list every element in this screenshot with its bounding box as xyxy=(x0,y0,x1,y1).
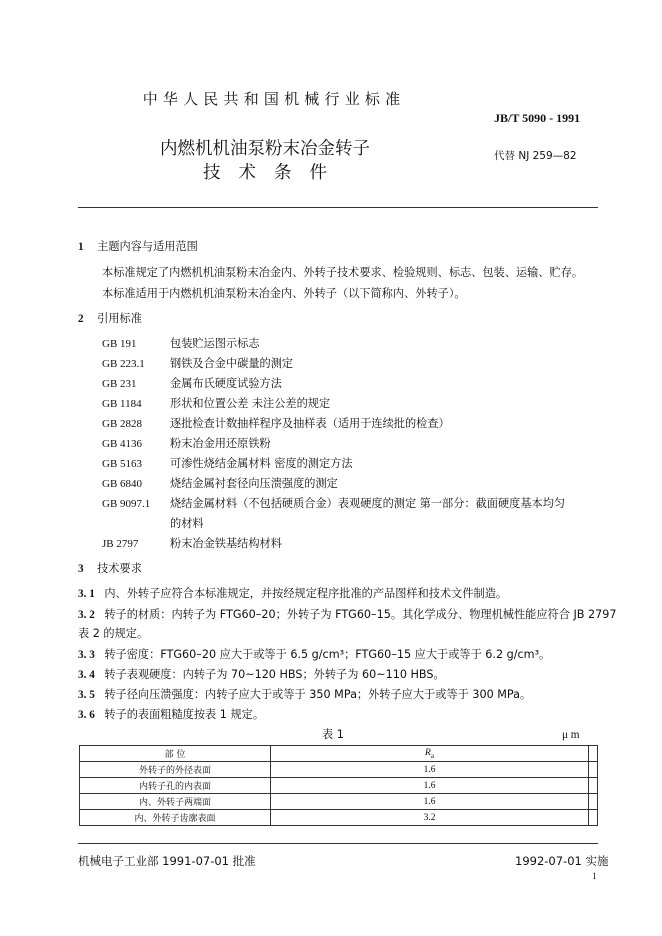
section-2-heading xyxy=(78,312,142,326)
clause-3-5 xyxy=(78,688,531,702)
clause-3-1 xyxy=(78,587,507,601)
clause-number: 3. 1 xyxy=(78,588,95,600)
table-spacer-cell xyxy=(589,778,598,794)
table-unit: μ m xyxy=(562,729,580,741)
ref-code: GB 2828 xyxy=(102,418,143,430)
ref-title: 烧结金属衬套径向压溃强度的测定 xyxy=(170,477,338,490)
document-subtitle: 技术条件 xyxy=(203,163,345,183)
table-cell-part: 外转子的外径表面 xyxy=(80,762,271,778)
table-header-row xyxy=(80,746,598,762)
page-number: 1 xyxy=(592,871,597,881)
section-3-title: 技术要求 xyxy=(97,562,142,575)
table-header-ra: $R_a$ xyxy=(271,746,589,762)
clause-number: 3. 3 xyxy=(78,649,95,661)
clause-number: 3. 5 xyxy=(78,689,95,701)
table-cell-part: 内、外转子齿廓表面 xyxy=(80,810,271,826)
section-2-number: 2 xyxy=(78,313,84,325)
ref-code: GB 4136 xyxy=(102,438,143,450)
ref-title: 可渗性烧结金属材料 密度的测定方法 xyxy=(170,457,353,470)
roughness-table xyxy=(79,745,598,826)
ref-title: 逐批检查计数抽样程序及抽样表（适用于连续批的检查） xyxy=(170,417,450,430)
section-3-number: 3 xyxy=(78,563,84,575)
section-1-title: 主题内容与适用范围 xyxy=(97,240,198,253)
clause-text: 转子的材质：内转子为 FTG60–20；外转子为 FTG60–15。其化学成分、物理机械性能应符合 JB 2797 xyxy=(104,608,617,621)
clause-3-4 xyxy=(78,668,445,682)
table-cell-ra: 1.6 xyxy=(271,762,589,778)
section-2-title: 引用标准 xyxy=(97,312,142,325)
ref-code: GB 6840 xyxy=(102,478,143,490)
implementation-date: 1992-07-01 实施 xyxy=(515,854,609,868)
clause-3-3 xyxy=(78,648,550,662)
ref-title: 金属布氏硬度试验方法 xyxy=(170,377,282,390)
ref-title: 形状和位置公差 未注公差的规定 xyxy=(170,397,331,410)
table-row xyxy=(80,778,598,794)
ref-code: GB 223.1 xyxy=(102,358,145,370)
clause-text: 转子表观硬度：内转子为 70~120 HBS；外转子为 60~110 HBS。 xyxy=(104,668,445,681)
ministry-standard-heading: 中华人民共和国机械行业标准 xyxy=(142,90,406,108)
table-row xyxy=(80,810,598,826)
table-cell-part: 内转子孔的内表面 xyxy=(80,778,271,794)
section-1-heading xyxy=(78,240,198,254)
table-row xyxy=(80,794,598,810)
clause-number: 3. 4 xyxy=(78,669,95,681)
table-caption: 表 1 xyxy=(322,728,344,741)
approval-note: 机械电子工业部 1991-07-01 批准 xyxy=(78,854,256,868)
document-title: 内燃机机油泵粉末冶金转子 xyxy=(160,139,370,159)
clause-text: 内、外转子应符合本标准规定，并按经规定程序批准的产品图样和技术文件制造。 xyxy=(104,587,508,600)
standard-code: JB/T 5090 - 1991 xyxy=(494,111,581,125)
clause-text: 转子的表面粗糙度按表 1 规定。 xyxy=(104,708,265,721)
section-1-number: 1 xyxy=(78,241,84,253)
table-header-part: 部 位 xyxy=(80,746,271,762)
clause-3-2-continued: 表 2 的规定。 xyxy=(78,627,149,640)
table-cell-ra: 3.2 xyxy=(271,810,589,826)
clause-text: 转子径向压溃强度：内转子应大于或等于 350 MPa；外转子应大于或等于 300 MPa。 xyxy=(104,688,532,701)
clause-text: 转子密度：FTG60–20 应大于或等于 6.5 g/cm³；FTG60–15 应大于或等于 6.2 g/cm³。 xyxy=(104,648,551,661)
ref-code: GB 5163 xyxy=(102,458,143,470)
ref-title: 粉末冶金铁基结构材料 xyxy=(170,537,282,550)
ref-title-continued: 的材料 xyxy=(170,517,204,530)
ref-code: GB 9097.1 xyxy=(102,498,151,510)
table-row xyxy=(80,762,598,778)
table-spacer-cell xyxy=(589,762,598,778)
clause-number: 3. 2 xyxy=(78,609,95,621)
clause-3-6 xyxy=(78,708,264,722)
replaces-standard: 代替 NJ 259—82 xyxy=(494,150,577,162)
table-cell-ra: 1.6 xyxy=(271,778,589,794)
section-1-para-1: 本标准规定了内燃机机油泵粉末冶金内、外转子技术要求、检验规则、标志、包装、运输、贮存。 xyxy=(102,266,584,279)
ref-title: 粉末冶金用还原铁粉 xyxy=(170,437,271,450)
footer-divider xyxy=(78,843,598,844)
table-spacer-cell xyxy=(589,794,598,810)
ref-title: 包装贮运图示标志 xyxy=(170,337,260,350)
section-3-heading xyxy=(78,562,142,576)
table-cell-part: 内、外转子两端面 xyxy=(80,794,271,810)
ref-code: GB 1184 xyxy=(102,398,142,410)
clause-3-2 xyxy=(78,608,616,622)
ref-code: GB 231 xyxy=(102,378,137,390)
header-divider xyxy=(78,207,598,208)
clause-number: 3. 6 xyxy=(78,709,95,721)
section-1-para-2: 本标准适用于内燃机机油泵粉末冶金内、外转子（以下简称内、外转子）。 xyxy=(102,287,466,300)
ref-title: 钢铁及合金中碳量的测定 xyxy=(170,357,294,370)
ref-code: JB 2797 xyxy=(102,538,139,550)
table-spacer-cell xyxy=(589,810,598,826)
table-spacer-cell xyxy=(589,746,598,762)
ref-code: GB 191 xyxy=(102,338,137,350)
table-cell-ra: 1.6 xyxy=(271,794,589,810)
ref-title: 烧结金属材料（不包括硬质合金）表观硬度的测定 第一部分：截面硬度基本均匀 xyxy=(170,497,566,510)
